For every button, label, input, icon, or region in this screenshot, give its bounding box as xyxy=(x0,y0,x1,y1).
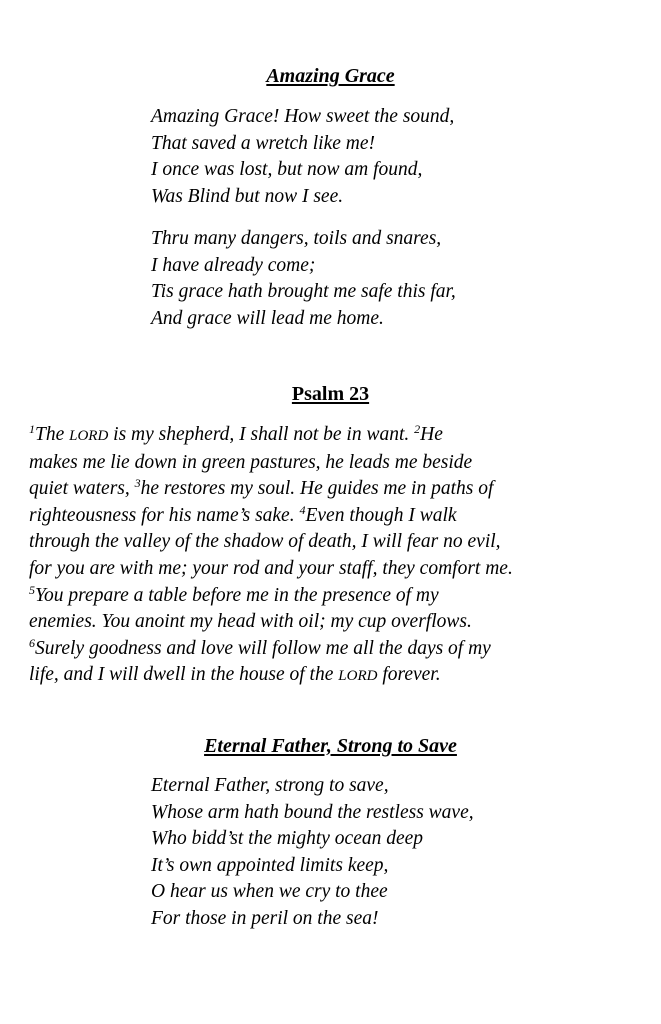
psalm-line xyxy=(29,476,649,503)
psalm-line xyxy=(29,662,649,690)
lord-small-caps: LORD xyxy=(69,428,109,444)
stanza-line: For those in peril on the sea! xyxy=(151,907,379,929)
psalm-text: The xyxy=(35,424,70,445)
amazing-grace-stanza-2 xyxy=(151,226,456,332)
eternal-father-title: Eternal Father, Strong to Save xyxy=(204,735,457,757)
psalm-23-title: Psalm 23 xyxy=(291,383,370,405)
amazing-grace-title: Amazing Grace xyxy=(266,65,395,87)
psalm-text: life, and I will dwell in the house of the xyxy=(29,664,339,686)
verse-number: 4 xyxy=(299,502,306,517)
stanza-line: Thru many dangers, toils and snares, xyxy=(151,228,442,249)
psalm-text: Even though I walk xyxy=(305,504,457,526)
psalm-text: is my shepherd, I shall not be in want. xyxy=(108,424,415,445)
psalm-text: forever. xyxy=(377,664,441,686)
psalm-line xyxy=(29,503,649,530)
stanza-line: Eternal Father, strong to save, xyxy=(151,775,389,796)
psalm-text: He xyxy=(420,424,443,445)
psalm-line xyxy=(29,422,649,450)
stanza-line: Whose arm hath bound the restless wave, xyxy=(151,801,474,823)
stanza-line: That saved a wretch like me! xyxy=(151,132,376,154)
stanza-line: I have already come; xyxy=(151,254,316,276)
stanza-line: Amazing Grace! How sweet the sound, xyxy=(151,106,455,127)
stanza-line: O hear us when we cry to thee xyxy=(151,881,388,902)
psalm-text: quiet waters, xyxy=(29,478,135,500)
verse-number: 5 xyxy=(29,582,35,597)
stanza-line: Who bidd’st the mighty ocean deep xyxy=(151,828,424,849)
psalm-line: for you are with me; your rod and your staff, they comfort me. xyxy=(29,557,513,579)
stanza-line: Was Blind but now I see. xyxy=(151,185,344,207)
eternal-father-stanza xyxy=(151,773,474,932)
psalm-text: he restores my soul. He guides me in paths of xyxy=(140,478,494,500)
psalm-text: righteousness for his name’s sake. xyxy=(29,504,300,526)
verse-number: 1 xyxy=(29,422,35,436)
psalm-line xyxy=(29,636,649,663)
verse-number: 6 xyxy=(29,635,35,650)
stanza-line: And grace will lead me home. xyxy=(151,307,384,329)
psalm-line: enemies. You anoint my head with oil; my cup overflows. xyxy=(29,611,472,633)
psalm-line xyxy=(29,583,649,610)
lord-small-caps: LORD xyxy=(338,668,378,685)
psalm-line: through the valley of the shadow of death, I will fear no evil, xyxy=(29,531,501,553)
amazing-grace-stanza-1 xyxy=(151,104,454,210)
psalm-text: Surely goodness and love will follow me all the days of my xyxy=(35,637,491,659)
verse-number: 3 xyxy=(134,476,141,491)
stanza-line: Tis grace hath brought me safe this far, xyxy=(151,281,456,302)
stanza-line: I once was lost, but now am found, xyxy=(151,159,423,180)
psalm-text: You prepare a table before me in the presence of my xyxy=(35,584,439,606)
psalm-23-text xyxy=(29,422,649,690)
stanza-line: It’s own appointed limits keep, xyxy=(151,854,389,876)
verse-number: 2 xyxy=(414,422,421,436)
psalm-line: makes me lie down in green pastures, he leads me beside xyxy=(29,451,473,473)
